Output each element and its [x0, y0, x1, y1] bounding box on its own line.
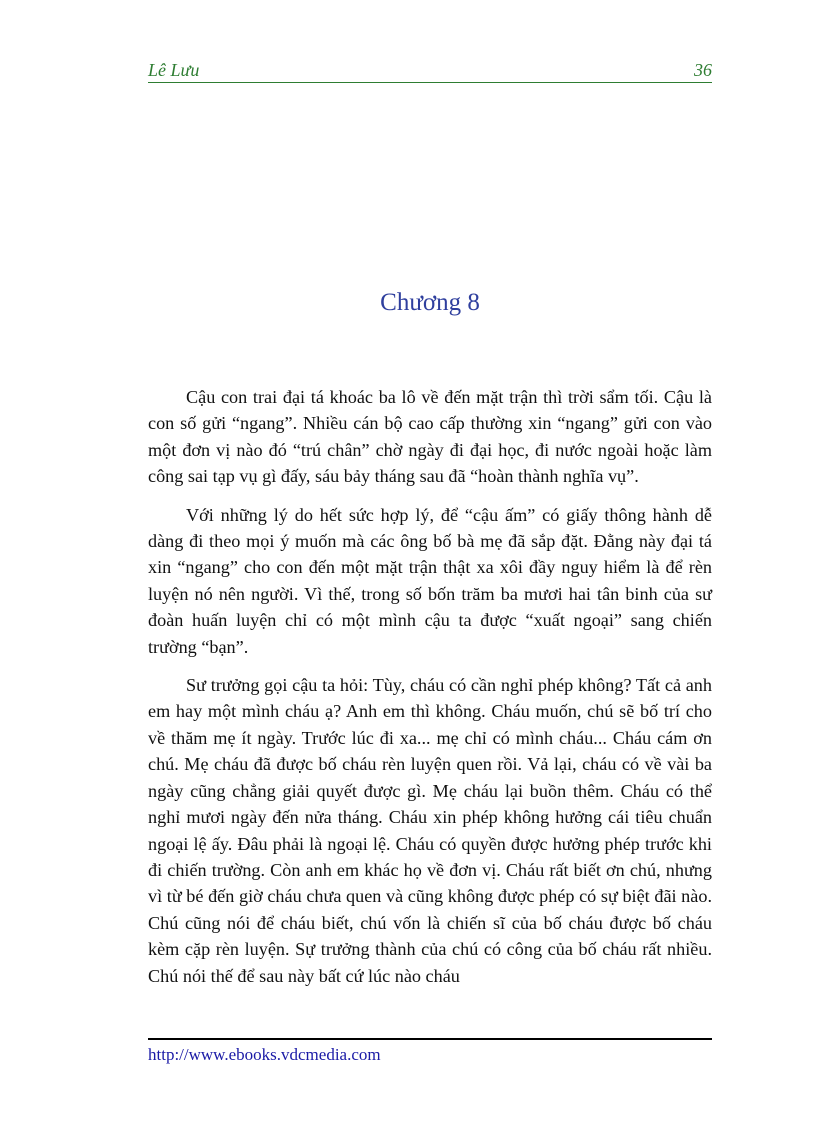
footer-link[interactable]: http://www.ebooks.vdcmedia.com: [148, 1045, 381, 1064]
page-number: 36: [694, 60, 712, 80]
author-name: Lê Lưu: [148, 60, 200, 80]
page-footer: [148, 1038, 712, 1065]
paragraph: Sư trưởng gọi cậu ta hỏi: Tùy, cháu có cần nghỉ phép không? Tất cả anh em hay một mình cháu ạ? Anh em thì không. Cháu muốn, chú sẽ bố trí cho về thăm mẹ ít ngày. Trước lúc đi xa... mẹ chỉ có mình cháu... Cháu cám ơn chú. Mẹ cháu đã được bố cháu rèn luyện quen rồi. Vả lại, cháu có về vài ba ngày cũng chẳng giải quyết được gì. Mẹ cháu lại buồn thêm. Cháu có thể nghỉ mươi ngày đến nửa tháng. Cháu xin phép không hưởng cái tiêu chuẩn ngoại lệ ấy. Đâu phải là ngoại lệ. Cháu có quyền được hưởng phép trước khi đi chiến trường. Còn anh em khác họ về đơn vị. Cháu rất biết ơn chú, nhưng vì từ bé đến giờ cháu chưa quen và cũng không được phép có sự biệt đãi nào. Chú cũng nói để cháu biết, chú vốn là chiến sĩ của bố cháu được bố cháu kèm cặp rèn luyện. Sự trưởng thành của chú có công của bố cháu rất nhiều. Chú nói thế để sau này bất cứ lúc nào cháu: [148, 675, 712, 986]
paragraph: Với những lý do hết sức hợp lý, để “cậu ấm” có giấy thông hành dễ dàng đi theo mọi ý muốn mà các ông bố bà mẹ đã sắp đặt. Đằng này đại tá xin “ngang” cho con đến một mặt trận thật xa xôi đầy nguy hiểm là để rèn luyện nó nên người. Vì thế, trong số bốn trăm ba mươi hai tân binh của sư đoàn huấn luyện chỉ có một mình cậu ta được “xuất ngoại” sang chiến trường “bạn”.: [148, 504, 712, 657]
page-header: [148, 58, 712, 83]
paragraph: Cậu con trai đại tá khoác ba lô về đến mặt trận thì trời sẩm tối. Cậu là con số gửi “ngang”. Nhiều cán bộ cao cấp thường xin “ngang” gửi con vào một đơn vị nào đó “trú chân” chờ ngày đi đại học, đi nước ngoài hoặc làm công sai tạp vụ gì đấy, sáu bảy tháng sau đã “hoàn thành nghĩa vụ”.: [148, 387, 712, 487]
chapter-title: Chương 8: [380, 289, 480, 316]
chapter-body: [148, 384, 712, 1001]
